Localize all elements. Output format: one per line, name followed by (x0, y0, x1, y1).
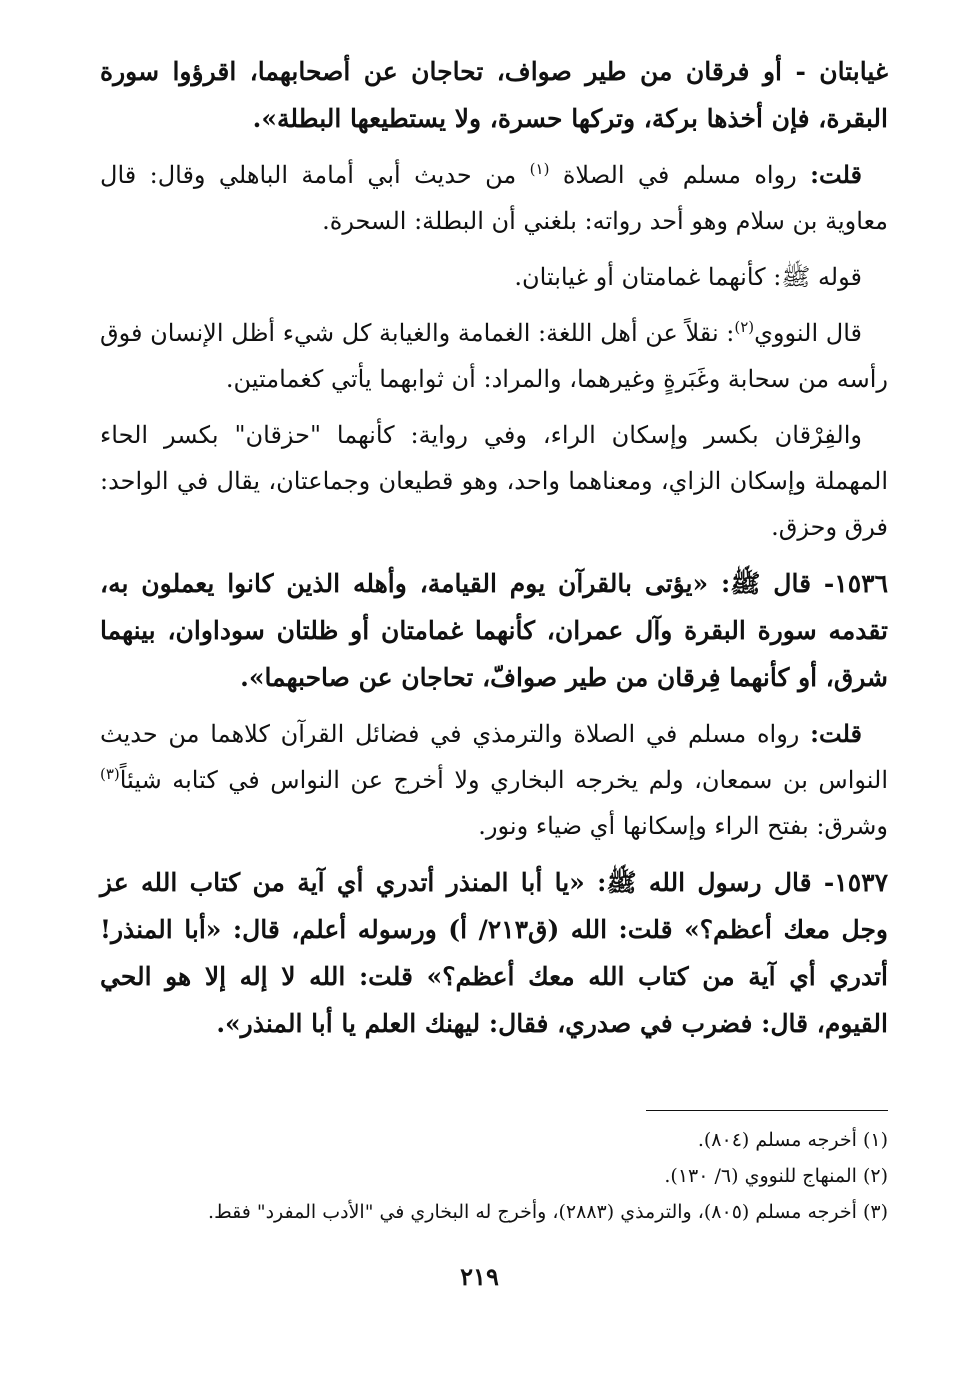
footnote-2: (٢) المنهاج للنووي (٦/ ١٣٠). (664, 1165, 888, 1187)
footnote-separator (646, 1110, 888, 1111)
hadith-text: ١٥٣٦- قال ﷺ: «يؤتى بالقرآن يوم القيامة، وأهله الذين كانوا يعملون به، تقدمه سورة البقرة وآل عمران، كأنهما غمامتان أو ظلتان سوداوان، بينهما شرق، أو كأنهما فِرقان من طير صوافّ، تحاجان عن صاحبهما». (100, 569, 888, 692)
hadith-1537-paragraph (100, 859, 888, 1047)
hadith-text: غيابتان - أو فرقان من طير صواف، تحاجان عن أصحابهما، اقرؤوا سورة البقرة، فإن أخذها بركة، وتركها حسرة، ولا يستطيعها البطلة». (100, 57, 888, 133)
page-number: ٢١٩ (460, 1262, 499, 1291)
commentary-text: رواه مسلم في الصلاة والترمذي في فضائل القرآن كلاهما من حديث النواس بن سمعان، ولم يخرجه البخاري ولا أخرج عن النواس في كتابه شيئاً (100, 720, 888, 794)
commentary-lead-word: قلت: (810, 160, 862, 189)
footnote-1: (١) أخرجه مسلم (٨٠٤). (697, 1129, 888, 1151)
commentary-text: والفِرْقان بكسر وإسكان الراء، وفي رواية: كأنهما "حزقان" بكسر الحاء المهملة وإسكان الزاي، ومعناهما واحد، وهو قطيعان وجماعتان، يقال في الواحد: فرق وحزق. (100, 421, 888, 541)
hadith-1536-paragraph (100, 560, 888, 701)
commentary-text: قوله ﷺ: كأنهما غمامتان أو غيابتان. (514, 263, 862, 291)
footnotes-section (100, 1122, 888, 1230)
commentary-text: قال النووي (754, 319, 862, 347)
commentary-paragraph-4 (100, 412, 888, 550)
commentary-paragraph-3 (100, 310, 888, 402)
commentary-paragraph-2 (100, 254, 888, 300)
footnote-marker-3: (٣) (100, 765, 120, 783)
commentary-text: من حديث أبي أمامة الباهلي وقال: قال معاوية بن سلام وهو أحد رواته: بلغني أن البطلة: السحرة. (100, 161, 888, 235)
commentary-paragraph-1 (100, 152, 888, 244)
commentary-text: وشرق: بفتح الراء وإسكانها أي ضياء ونور. (478, 812, 888, 840)
hadith-continuation-paragraph (100, 48, 888, 142)
commentary-paragraph-5 (100, 711, 888, 849)
footnote-3: (٣) أخرجه مسلم (٨٠٥)، والترمذي (٢٨٨٣)، وأخرج له البخاري في "الأدب المفرد" فقط. (208, 1201, 888, 1223)
commentary-text: رواه مسلم في الصلاة (562, 161, 797, 189)
footnote-marker-2: (٢) (734, 318, 755, 336)
hadith-text: ١٥٣٧- قال رسول الله ﷺ: «يا أبا المنذر أتدري أي آية من كتاب الله عز وجل معك أعظم؟» قلت: الله (ق٢١٣/ أ) ورسوله أعلم، قال: «أبا المنذر! أتدري أي آية من كتاب الله معك أعظم؟» قلت: الله لا إله إلا هو الحي القيوم، قال: فضرب في صدري، فقال: ليهنك العلم يا أبا المنذر». (100, 868, 889, 1038)
commentary-text: : نقلاً عن أهل اللغة: الغمامة والغيابة كل شيء أظل الإنسان فوق رأسه من سحابة وغَبَرةٍ وغيرهما، والمراد: أن ثوابهما يأتي كغمامتين. (100, 319, 888, 393)
main-text (100, 48, 888, 1057)
commentary-lead-word: قلت: (810, 719, 862, 748)
footnote-marker-1: (١) (529, 160, 550, 178)
